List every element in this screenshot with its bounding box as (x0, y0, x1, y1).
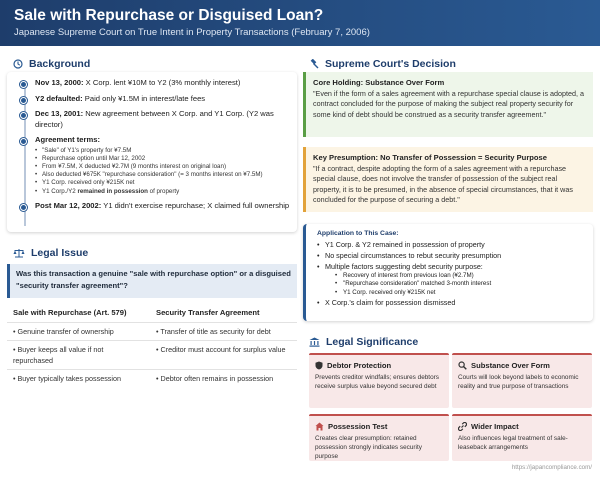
list-item: • No special circumstances to rebut security presumption (317, 250, 586, 261)
home-icon (315, 422, 324, 431)
significance-heading (309, 334, 418, 350)
timeline-text: X Corp. lent ¥10M to Y2 (3% monthly interest) (83, 78, 241, 87)
timeline-date: Post Mar 12, 2002: (35, 200, 102, 210)
table-cell: • Debtor often remains in possession (156, 374, 274, 383)
application-title: Application to This Case: (317, 230, 399, 237)
issue-question: Was this transaction a genuine "sale with repurchase option" or a disguised "security transfer agreement"? (7, 264, 297, 298)
key-presumption-title: Key Presumption: No Transfer of Possession = Security Purpose (313, 153, 547, 162)
key-presumption-text: "If a contract, despite adopting the form of a sales agreement with a repurchase special clause, does not involve the transfer of possession of the subject real property, it is to be presumed, in the absence of special circumstances, that it was concluded for the purpose of securing a debt." (313, 164, 573, 204)
application-list (317, 239, 586, 308)
list-item: • "Repurchase consideration" matched 3-month interest (325, 280, 586, 288)
table-row (7, 370, 297, 387)
timeline-dot (20, 204, 27, 211)
nested-list (325, 272, 586, 297)
timeline-date: Y2 defaulted: (35, 93, 83, 103)
timeline-text: New agreement between X Corp. and Y1 Corp. (Y2 was director) (35, 109, 274, 129)
list-item: • "Sale" of Y1's property for ¥7.5M (35, 147, 291, 155)
table-header-cell: Security Transfer Agreement (156, 308, 260, 317)
timeline-date: Agreement terms: (35, 135, 100, 144)
timeline-dot (20, 138, 27, 145)
comparison-table (7, 303, 297, 383)
significance-title: Legal Significance (326, 336, 419, 348)
significance-card-possession-test (309, 414, 449, 461)
background-timeline (7, 72, 297, 232)
timeline-item (21, 109, 291, 130)
card-title: Debtor Protection (327, 361, 392, 370)
timeline-item (21, 78, 291, 89)
search-icon (458, 361, 467, 370)
page-subtitle: Japanese Supreme Court on True Intent in Property Transactions (February 7, 2006) (14, 27, 370, 38)
legal-issue-heading (13, 245, 88, 261)
list-item: • From ¥7.5M, X deducted ¥2.7M (9 months interest on original loan) (35, 163, 291, 171)
core-holding-box (303, 72, 593, 137)
timeline-dot (20, 112, 27, 119)
background-title: Background (29, 58, 91, 70)
card-title: Substance Over Form (471, 361, 550, 370)
term-text: of property (147, 187, 180, 195)
key-presumption-box (303, 147, 593, 212)
list-item: • Y1 Corp. received only ¥215K net (325, 289, 586, 297)
timeline-item (21, 201, 291, 212)
card-text: Creates clear presumption: retained possession strongly indicates security purpose (315, 435, 422, 460)
table-cell: • Buyer typically takes possession (13, 374, 121, 383)
gavel-icon (309, 59, 319, 69)
core-holding-text: "Even if the form of a sales agreement with a repurchase special clause is adopted, a contract concluded for the purpose of making the subject real property security for some kind of debt should be construed as a security transfer agreement." (313, 89, 585, 119)
decision-title: Supreme Court's Decision (325, 58, 456, 70)
list-item (317, 261, 586, 297)
term-bold: remained in possession (77, 187, 148, 195)
card-title: Wider Impact (471, 422, 519, 431)
list-item: • Y1 Corp. received only ¥215K net (35, 179, 291, 187)
legal-issue-title: Legal Issue (31, 247, 89, 259)
card-text: Also influences legal treatment of sale-leaseback arrangements (458, 435, 568, 451)
footer-url[interactable]: https://japancompliance.com/ (511, 464, 592, 471)
page-header (0, 0, 600, 46)
timeline-date: Nov 13, 2000: (35, 78, 84, 87)
card-text: Prevents creditor windfalls; ensures debtors receive surplus value beyond secured debt (315, 374, 439, 390)
table-cell: • Creditor must account for surplus value (156, 345, 286, 354)
card-text: Courts will look beyond labels to economic reality and true purpose of transactions (458, 374, 579, 390)
table-header-cell: Sale with Repurchase (Art. 579) (13, 308, 127, 317)
timeline-item (21, 94, 291, 105)
application-box (303, 224, 593, 321)
timeline-item (21, 135, 291, 196)
list-item: • Recovery of interest from previous loan (¥2.7M) (325, 272, 586, 280)
card-heading (458, 421, 586, 432)
table-cell: • Genuine transfer of ownership (13, 327, 114, 336)
table-row (7, 341, 297, 370)
timeline-date: Dec 13, 2001: (35, 109, 84, 118)
background-heading (13, 56, 90, 72)
history-icon (13, 59, 23, 69)
list-item-text: Multiple factors suggesting debt security purpose: (325, 262, 483, 271)
timeline-text: Paid only ¥1.5M in interest/late fees (82, 93, 206, 103)
list-item: • Repurchase option until Mar 12, 2002 (35, 155, 291, 163)
agreement-terms-list (35, 147, 291, 196)
list-item: • Y1 Corp. & Y2 remained in possession of property (317, 239, 586, 250)
shield-icon (315, 361, 323, 370)
timeline-dot (20, 81, 27, 88)
table-row (7, 323, 297, 341)
institution-icon (309, 337, 320, 347)
list-item (35, 188, 291, 196)
significance-card-substance-over-form (452, 353, 592, 408)
list-item: • Also deducted ¥675K "repurchase consideration" (= 3 months interest on ¥7.5M) (35, 171, 291, 179)
timeline-dot (20, 97, 27, 104)
significance-card-debtor-protection (309, 353, 449, 408)
card-heading (458, 360, 586, 371)
link-icon (458, 422, 467, 431)
card-title: Possession Test (328, 422, 388, 431)
page-title: Sale with Repurchase or Disguised Loan? (14, 7, 324, 24)
table-cell: • Buyer keeps all value if not repurchased (13, 345, 104, 365)
core-holding-title: Core Holding: Substance Over Form (313, 78, 445, 87)
card-heading (315, 360, 443, 371)
term-text: Y1 Corp./Y2 (42, 187, 78, 195)
table-header (7, 303, 297, 323)
scales-icon (13, 248, 25, 258)
card-heading (315, 421, 443, 432)
list-item: • X Corp.'s claim for possession dismissed (317, 297, 586, 308)
table-cell: • Transfer of title as security for debt (156, 327, 271, 336)
timeline-text: Y1 didn't exercise repurchase; X claimed full ownership (101, 200, 290, 210)
significance-card-wider-impact (452, 414, 592, 461)
decision-heading (309, 56, 456, 72)
